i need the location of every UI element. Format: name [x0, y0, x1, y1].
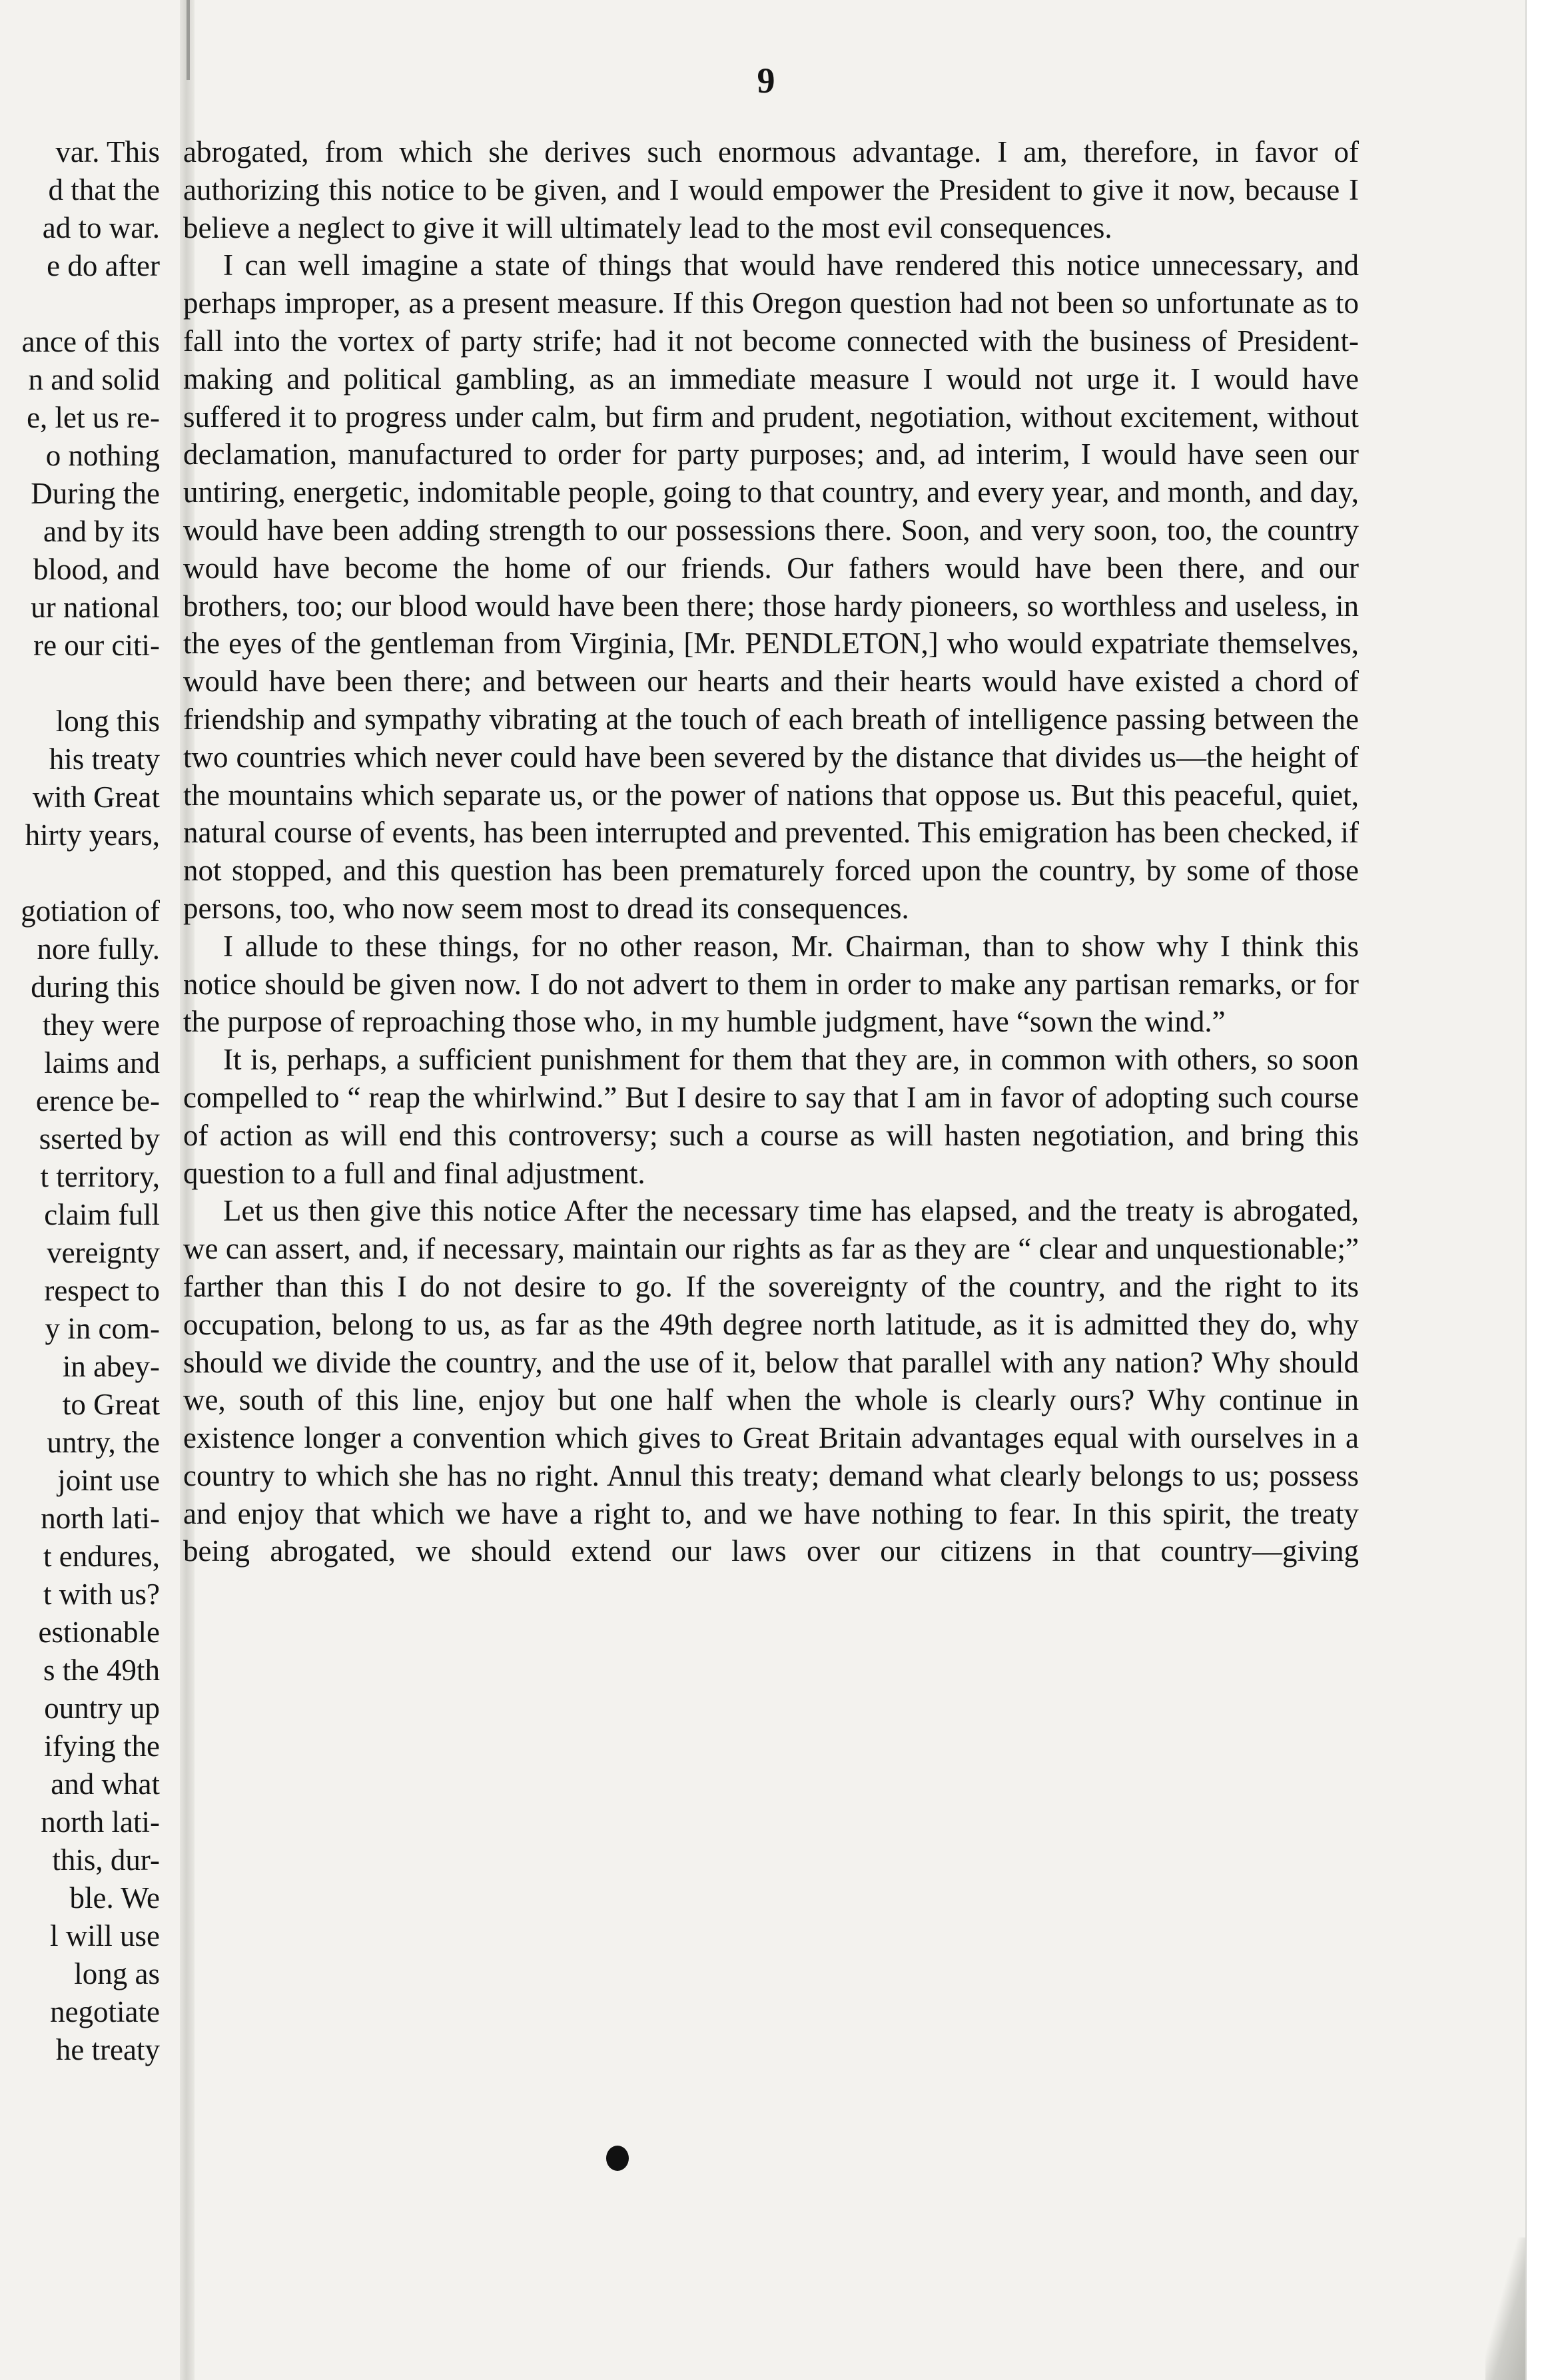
left-page-fragment-line: ad to war. [42, 211, 160, 244]
left-page-fragment-line: During the [31, 477, 160, 510]
left-page-fragment-line: nore fully. [37, 932, 160, 966]
left-page-fragment-line: gotiation of [21, 894, 160, 928]
left-page-fragment-line: north lati- [41, 1805, 160, 1839]
left-page-fragment-line: e do after [47, 249, 160, 282]
left-page-fragment-line: during this [31, 970, 160, 1004]
left-page-fragment-line: o nothing [45, 439, 160, 472]
left-page-fragment-line: ountry up [44, 1691, 160, 1725]
left-page-fragment-line: his treaty [49, 743, 160, 776]
right-margin [1525, 0, 1564, 2380]
left-page-fragment-line: re our citi- [33, 629, 160, 662]
left-page-fragment-line: y in com- [45, 1312, 160, 1345]
left-page-fragment-line: long as [74, 1957, 160, 1990]
paragraph-1: abrogated, from which she derives such enormous advantage. I am, therefore, in favor of authorizing this notice to be given, and I would empower the President to give it now, because I believe a neglect to give it will ultimately lead to the most evil consequences. [183, 135, 1359, 244]
left-page-fragment-line: ifying the [44, 1729, 160, 1763]
left-page-fragment-line: north lati- [41, 1502, 160, 1535]
left-page-fragment-line: and by its [43, 515, 160, 548]
left-page-fragment-line: vereignty [47, 1236, 160, 1269]
left-page-fragment-line: this, dur- [52, 1843, 160, 1877]
left-page-fragment-line: t endures, [43, 1540, 160, 1573]
left-page-fragment-line: negotiate [50, 1995, 160, 2028]
paragraph-4: It is, perhaps, a sufficient punishment for them that they are, in common with others, so soon compelled to “ reap the whirlwind.” But I desire to say that I am in favor of adopting such course of action as will end this controversy; such a course as will hasten negotiation, and bring this question to a full and final adjustment. [183, 1043, 1359, 1190]
left-page-fragment-line: to Great [62, 1388, 160, 1421]
left-page-fragment-line: ance of this [21, 325, 160, 358]
page-corner-damage [1485, 2237, 1525, 2380]
paragraph-3: I allude to these things, for no other reason, Mr. Chairman, than to show why I think this notice should be given now. I do not advert to them in order to make any partisan remarks, or for the purpose of reproaching those who, in my humble judgment, have “sown the wind.” [183, 929, 1359, 1039]
left-page-fragment-line [0, 854, 160, 892]
left-page-fragment-line: and what [51, 1767, 160, 1801]
gutter-mark [187, 0, 190, 80]
left-page-fragment-line: blood, and [33, 553, 160, 586]
left-page-fragment-column [0, 133, 160, 2069]
page-number: 9 [757, 61, 775, 101]
left-page-fragment-line: joint use [57, 1464, 160, 1497]
left-page-fragment-line: ble. We [69, 1881, 160, 1915]
left-page-fragment-line: laims and [44, 1046, 160, 1079]
left-page-fragment-line: he treaty [55, 2033, 160, 2066]
ink-blot [606, 2146, 629, 2171]
left-page-fragment-line: claim full [44, 1198, 160, 1231]
paragraph-5: Let us then give this notice After the necessary time has elapsed, and the treaty is abrogated, we can assert, and, if necessary, maintain our rights as far as they are “ clear and unquestionable;” farther than this I do not desire to go. If the sovereignty of the country, and the right to its occupation, belong to us, as far as the 49th degree north latitude, as it is admitted they do, why should we divide the country, and the use of it, below that parallel with any nation? Why should we, south of this line, enjoy but one half when the whole is clearly ours? Why continue in existence longer a convention which gives to Great Britain advantages equal with ourselves in a country to which she has no right. Annul this treaty; demand what clearly belongs to us; possess and enjoy that which we have a right to, and we have nothing to fear. In this spirit, the treaty being abrogated, we should extend our laws over our citizens in that country—giving [183, 1194, 1359, 1568]
left-page-fragment-line: n and solid [28, 363, 160, 396]
left-page-fragment-line: hirty years, [25, 818, 160, 852]
paragraph-2: I can well imagine a state of things that would have rendered this notice unnecessary, and perhaps improper, as a present measure. If this Oregon question had not been so unfortunate as to fall into the vortex of party strife; had it not become connected with the business of President-making and political gambling, as an immediate measure I would not urge it. I would have suffered it to progress under calm, but firm and prudent, negotiation, without excitement, without declamation, manufactured to order for party purposes; and, ad interim, I would have seen our untiring, energetic, indomitable people, going to that country, and every year, and month, and day, would have been adding strength to our possessions there. Soon, and very soon, too, the country would have become the home of our friends. Our fathers would have been there, and our brothers, too; our blood would have been there; those hardy pioneers, so worthless and useless, in the eyes of the gentleman from Virginia, [Mr. PENDLETON,] who would expatriate themselves, would have been there; and between our hearts and their hearts would have existed a chord of friendship and sympathy vibrating at the touch of each breath of intelligence passing between the two countries which never could have been severed by the distance that divides us—the height of the mountains which separate us, or the power of nations that oppose us. But this peaceful, quiet, natural course of events, has been interrupted and prevented. This emigration has been checked, if not stopped, and this question has been prematurely forced upon the country, by some of those persons, too, who now seem most to dread its consequences. [183, 248, 1359, 925]
left-page-fragment-line: long this [55, 705, 160, 738]
left-page-fragment-line: respect to [44, 1274, 160, 1307]
left-page-fragment-line: sserted by [39, 1122, 160, 1155]
left-page-fragment-line: l will use [50, 1919, 160, 1952]
left-page-fragment-line: erence be- [35, 1084, 160, 1117]
left-page-fragment-line [0, 665, 160, 703]
left-page-fragment-line: with Great [32, 780, 160, 814]
left-page-fragment-line: estionable [38, 1616, 160, 1649]
left-page-fragment-line: d that the [48, 173, 160, 206]
left-page-fragment-line: t territory, [40, 1160, 160, 1193]
left-page-fragment-line: untry, the [47, 1426, 160, 1459]
left-page-fragment-line: in abey- [62, 1350, 160, 1383]
left-page-fragment-line [0, 285, 160, 323]
left-page-fragment-line: they were [42, 1008, 160, 1041]
main-text-body [183, 133, 1359, 1570]
left-page-fragment-line: s the 49th [43, 1653, 160, 1687]
left-page-fragment-line: e, let us re- [27, 401, 160, 434]
left-page-fragment-line: var. This [55, 135, 160, 168]
left-page-fragment-line: t with us? [43, 1578, 160, 1611]
left-page-fragment-line: ur national [31, 591, 160, 624]
